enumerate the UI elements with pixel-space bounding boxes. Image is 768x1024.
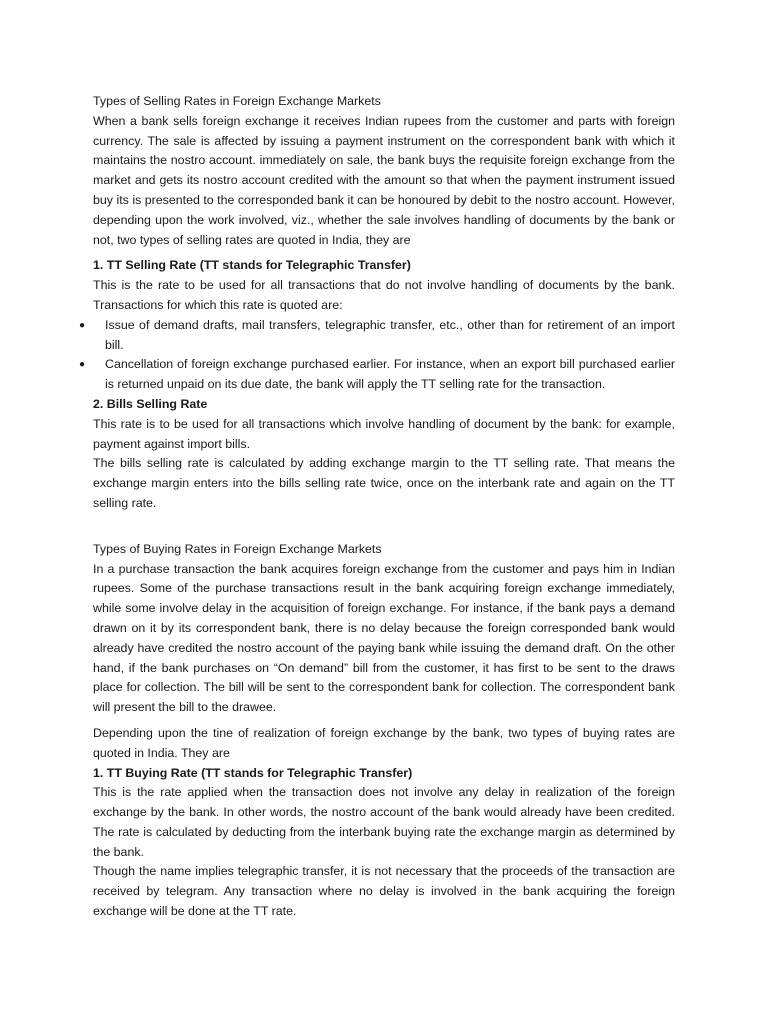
tt-selling-bullet-list [79, 316, 675, 395]
tt-selling-rate-heading: 1. TT Selling Rate (TT stands for Telegraphic Transfer) [93, 258, 411, 273]
buying-rates-depending: Depending upon the tine of realization of foreign exchange by the bank, two types of buying rates are quoted in India. They are [93, 725, 675, 760]
tt-buying-rate-note: Though the name implies telegraphic transfer, it is not necessary that the proceeds of the transaction are received by telegram. Any transaction where no delay is involved in the bank acquiring the foreign exchange will be done at the TT rate. [93, 864, 675, 919]
bullet-text: Cancellation of foreign exchange purchased earlier. For instance, when an export bill purchased earlier is returned unpaid on its due date, the bank will apply the TT selling rate for the transaction. [105, 357, 675, 392]
bills-selling-rate-calculation: The bills selling rate is calculated by adding exchange margin to the TT selling rate. That means the exchange margin enters into the bills selling rate twice, once on the interbank rate and again on the TT selling rate. [93, 456, 675, 510]
tt-buying-rate-heading: 1. TT Buying Rate (TT stands for Telegraphic Transfer) [93, 765, 413, 780]
list-item [79, 316, 675, 356]
bullet-icon: ● [79, 359, 86, 371]
bills-selling-rate-heading: 2. Bills Selling Rate [93, 396, 208, 411]
tt-selling-rate-description: This is the rate to be used for all transactions that do not involve handling of documents by the bank. Transactions for which this rate is quoted are: [93, 278, 675, 312]
bullet-text: Issue of demand drafts, mail transfers, telegraphic transfer, etc., other than for retirement of an import bill. [105, 317, 675, 352]
list-item [79, 355, 675, 395]
selling-rates-intro: When a bank sells foreign exchange it receives Indian rupees from the customer and parts with foreign currency. The sale is affected by issuing a payment instrument on the correspondent bank with which it maintains the nostro account. immediately on sale, the bank buys the requisite foreign exchange from the market and gets its nostro account credited with the amount so that when the payment instrument issued buy its is presented to the corresponded bank it can be honoured by debit to the nostro account. However, depending upon the work involved, viz., whether the sale involves handling of documents by the bank or not, two types of selling rates are quoted in India, they are [93, 113, 675, 247]
buying-rates-intro: In a purchase transaction the bank acquires foreign exchange from the customer and pays him in Indian rupees. Some of the purchase transactions result in the bank acquiring foreign exchange immediately, while some involve delay in the acquisition of foreign exchange. For instance, if the bank pays a demand drawn on it by its correspondent bank, there is no delay because the foreign corresponded bank would already have credited the nostro account of the paying bank while issuing the demand draft. On the other hand, if the bank purchases on “On demand” bill from the customer, it has first to be sent to the draws place for collection. The bill will be sent to the correspondent bank for collection. The correspondent bank will present the bill to the drawee. [93, 561, 675, 715]
bills-selling-rate-description: This rate is to be used for all transactions which involve handling of document by the bank: for example, payment against import bills. [93, 416, 675, 451]
selling-rates-heading: Types of Selling Rates in Foreign Exchange Markets [93, 94, 381, 108]
bullet-icon: ● [79, 319, 86, 331]
buying-rates-heading: Types of Buying Rates in Foreign Exchange Markets [93, 541, 382, 556]
document-page [79, 92, 675, 922]
tt-buying-rate-description: This is the rate applied when the transaction does not involve any delay in realization of the foreign exchange by the bank. In other words, the nostro account of the bank would already have been credited. The rate is calculated by deducting from the interbank buying rate the exchange margin as determined by the bank. [93, 785, 675, 859]
